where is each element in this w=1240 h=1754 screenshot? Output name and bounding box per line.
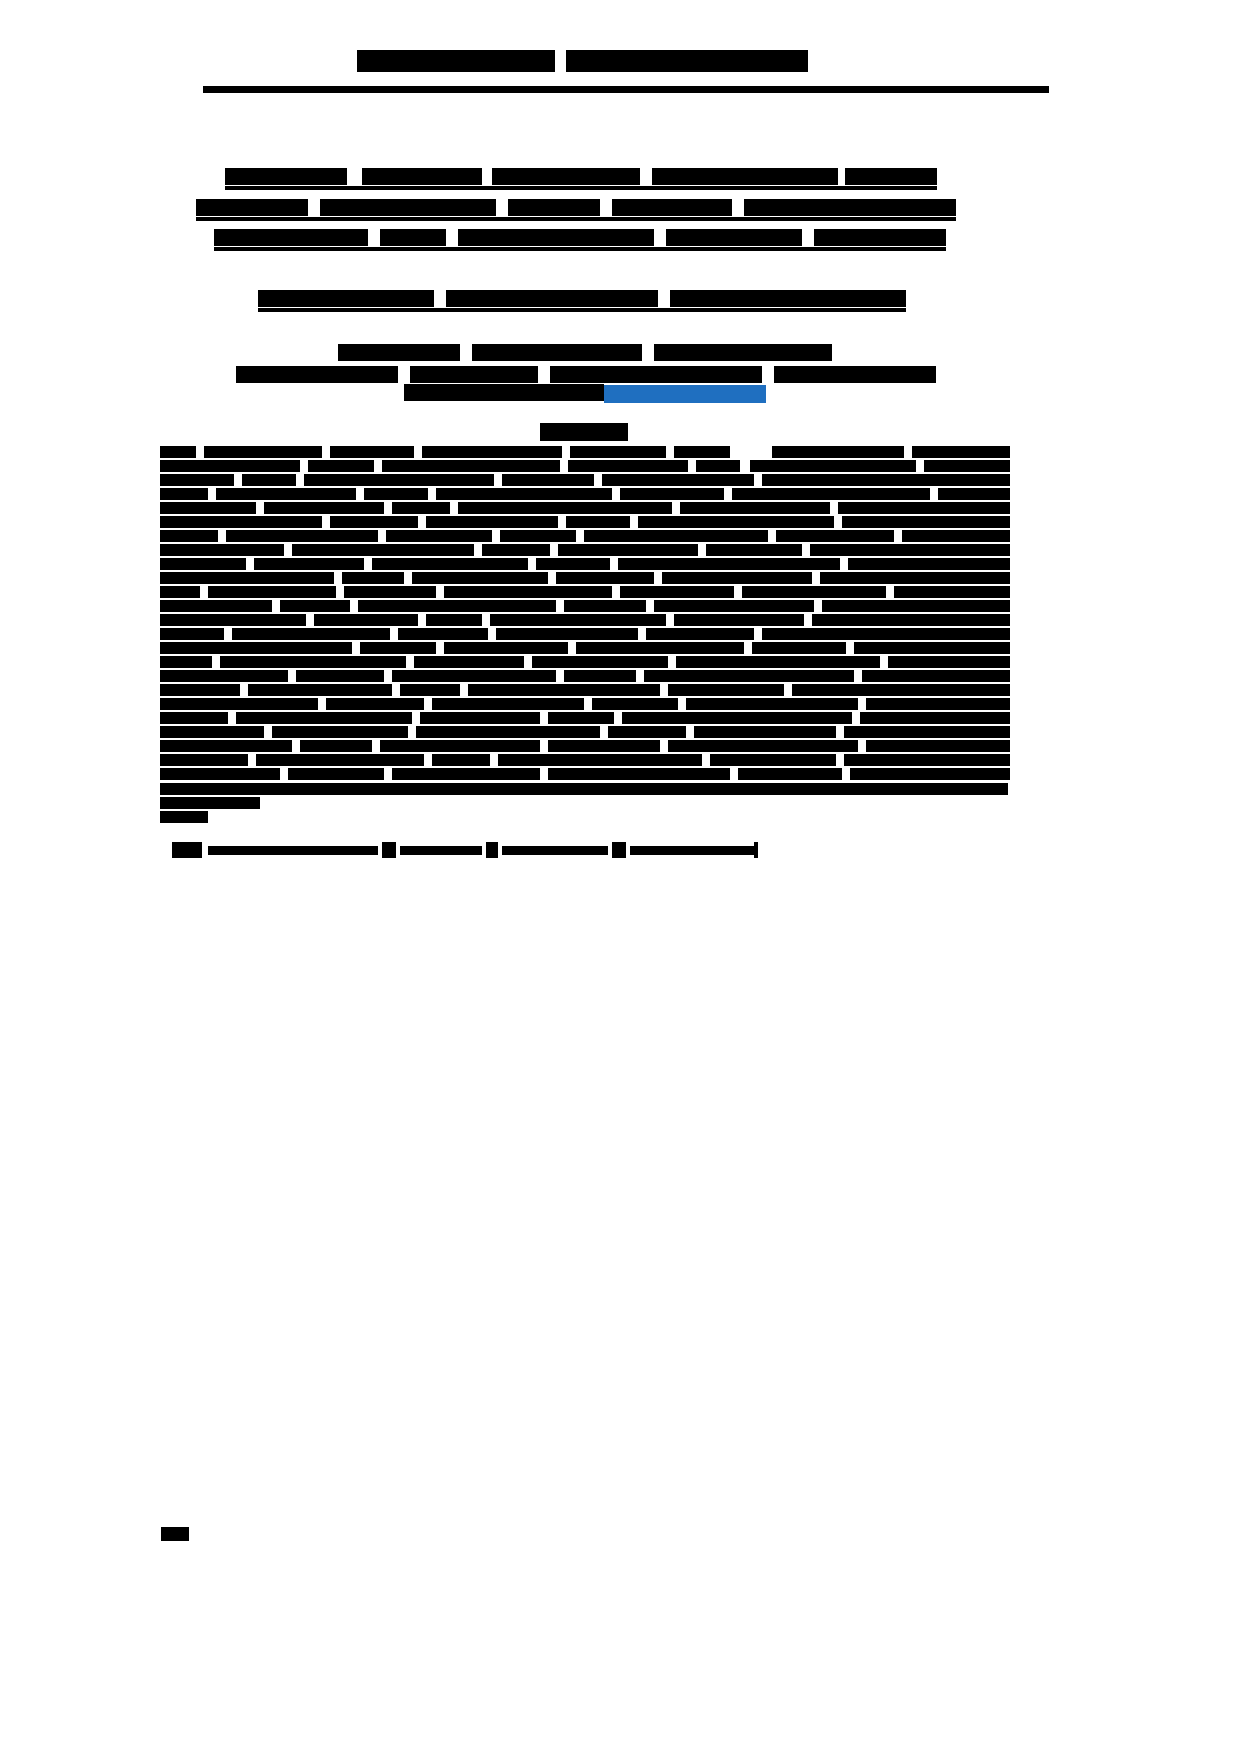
page-number-text [0, 13, 9, 14]
page-number [161, 1527, 189, 1541]
